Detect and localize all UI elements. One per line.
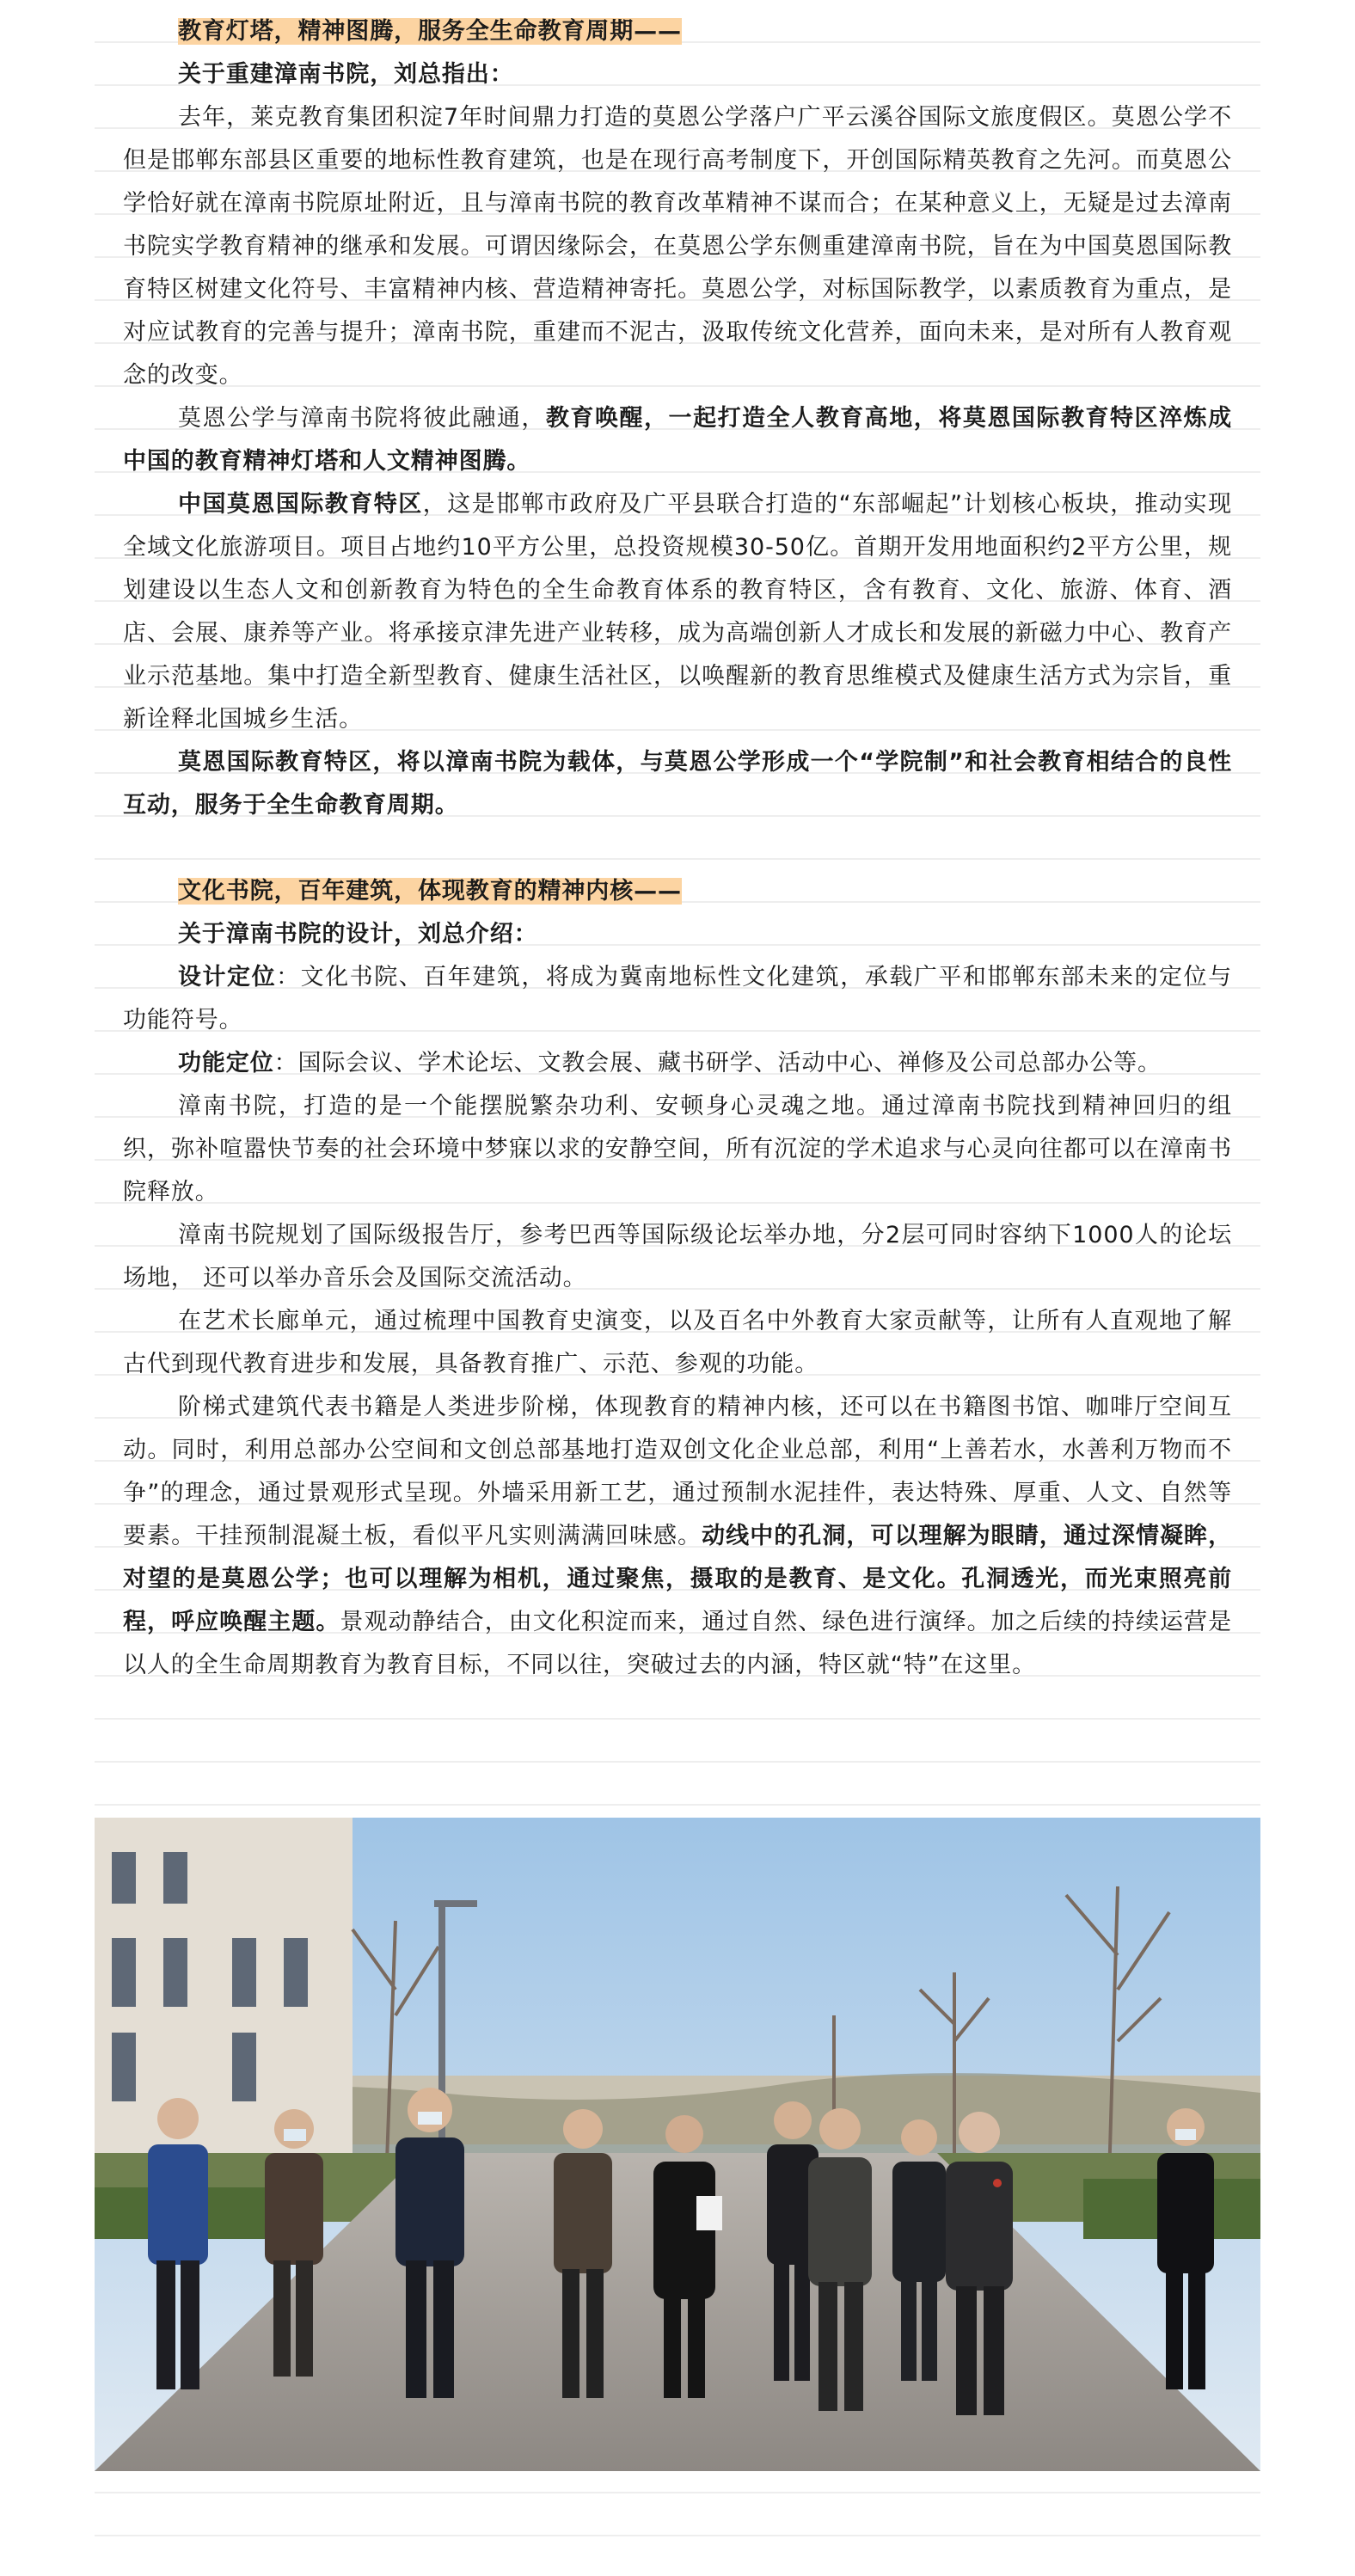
function-positioning [123, 1042, 1232, 1085]
section1-paragraph-1: 去年，莱克教育集团积淀7年时间鼎力打造的莫恩公学落户广平云溪谷国际文旅度假区。莫恩公学不但是邯郸东部县区重要的地标性教育建筑，也是在现行高考制度下，开创国际精英教育之先河。而莫恩公学恰好就在漳南书院原址附近，且与漳南书院的教育改革精神不谋而合；在某种意义上，无疑是过去漳南书院实学教育精神的继承和发展。可谓因缘际会，在莫恩公学东侧重建漳南书院，旨在为中国莫恩国际教育特区树建文化符号、丰富精神内核、营造精神寄托。莫恩公学，对标国际教学，以素质教育为重点，是对应试教育的完善与提升；漳南书院，重建而不泥古，汲取传统文化营养，面向未来，是对所有人教育观念的改变。 [123, 104, 1232, 389]
section2-heading-highlight: 文化书院，百年建筑，体现教育的精神内核—— [178, 878, 682, 905]
section2-p4-bold: 动线中的孔洞，可以理解为眼睛，通过深情凝眸，对望的是莫恩公学；也可以理解为相机，通过聚焦，摄取的是教育、是文化。孔洞透光，而光束照亮前程，呼应唤醒主题。 [123, 1523, 1232, 1635]
section2-heading [123, 870, 1232, 913]
section2-paragraph-1: 漳南书院，打造的是一个能摆脱繁杂功利、安顿身心灵魂之地。通过漳南书院找到精神回归的组织，弥补喧嚣快节奏的社会环境中梦寐以求的安静空间，所有沉淀的学术追求与心灵向往都可以在漳南书院释放。 [123, 1093, 1232, 1205]
section1-paragraph-4: 莫恩国际教育特区，将以漳南书院为载体，与莫恩公学形成一个“学院制”和社会教育相结合的良性互动，服务于全生命教育周期。 [123, 749, 1232, 819]
section1-p3-bold: 中国莫恩国际教育特区 [178, 491, 423, 518]
section2-p4-c: 景观动静结合，由文化积淀而来，通过自然、绿色进行演绎。加之后续的持续运营是以人的全生命周期教育为教育目标，不同以往，突破过去的内涵，特区就“特”在这里。 [123, 1609, 1232, 1678]
article-body [123, 10, 1232, 1687]
section2-p4-a: 阶梯式建筑代表书籍是人类进步阶梯，体现教育的精神内核，还可以在书籍图书馆、咖啡厅空间互动。同时，利用总部办公空间和文创总部基地打造双创文化企业总部，利用“上善若水，水善利万物而不争”的理念，通过景观形式呈现。外墙采用新工艺，通过预制水泥挂件，表达特殊、厚重、人文、自然等要素。干挂预制混凝土板，看似平凡实则满满回味感。 [123, 1394, 1232, 1549]
section-spacer [123, 827, 1232, 870]
design-positioning-text: ：文化书院、百年建筑，将成为冀南地标性文化建筑，承载广平和邯郸东部未来的定位与功能符号。 [123, 964, 1232, 1033]
section1-intro: 关于重建漳南书院，刘总指出： [178, 61, 514, 88]
design-positioning [123, 956, 1232, 1042]
section1-heading-highlight: 教育灯塔，精神图腾，服务全生命教育周期—— [178, 18, 682, 45]
section2-paragraph-3: 在艺术长廊单元，通过梳理中国教育史演变，以及百名中外教育大家贡献等，让所有人直观地了解古代到现代教育进步和发展，具备教育推广、示范、参观的功能。 [123, 1308, 1232, 1377]
section1-p3-rest: ，这是邯郸市政府及广平县联合打造的“东部崛起”计划核心板块，推动实现全域文化旅游项目。项目占地约10平方公里，总投资规模30-50亿。首期开发用地面积约2平方公里，规划建设以生态人文和创新教育为特色的全生命教育体系的教育特区，含有教育、文化、旅游、体育、酒店、会展、康养等产业。将承接京津先进产业转移，成为高端创新人才成长和发展的新磁力中心、教育产业示范基地。集中打造全新型教育、健康生活社区，以唤醒新的教育思维模式及健康生活方式为宗旨，重新诠释北国城乡生活。 [123, 491, 1233, 733]
section2-intro: 关于漳南书院的设计，刘总介绍： [178, 921, 538, 948]
section1-paragraph-2 [123, 397, 1232, 483]
design-positioning-label: 设计定位 [178, 964, 277, 991]
section1-p2-bold: 教育唤醒，一起打造全人教育高地，将莫恩国际教育特区淬炼成中国的教育精神灯塔和人文精神图腾。 [123, 405, 1233, 475]
section1-heading [123, 10, 1232, 53]
section2-paragraph-2: 漳南书院规划了国际级报告厅，参考巴西等国际级论坛举办地，分2层可同时容纳下1000人的论坛场地， 还可以举办音乐会及国际交流活动。 [123, 1222, 1232, 1291]
section1-p2-lead: 莫恩公学与漳南书院将彼此融通， [178, 405, 546, 432]
section2-paragraph-4 [123, 1386, 1232, 1687]
group-walking-photo [95, 1818, 1260, 2471]
group-walking-illustration [95, 1818, 1260, 2471]
function-positioning-text: ：国际会议、学术论坛、文教会展、藏书研学、活动中心、禅修及公司总部办公等。 [273, 1050, 1162, 1076]
section1-paragraph-3 [123, 483, 1232, 741]
function-positioning-label: 功能定位 [178, 1050, 274, 1076]
